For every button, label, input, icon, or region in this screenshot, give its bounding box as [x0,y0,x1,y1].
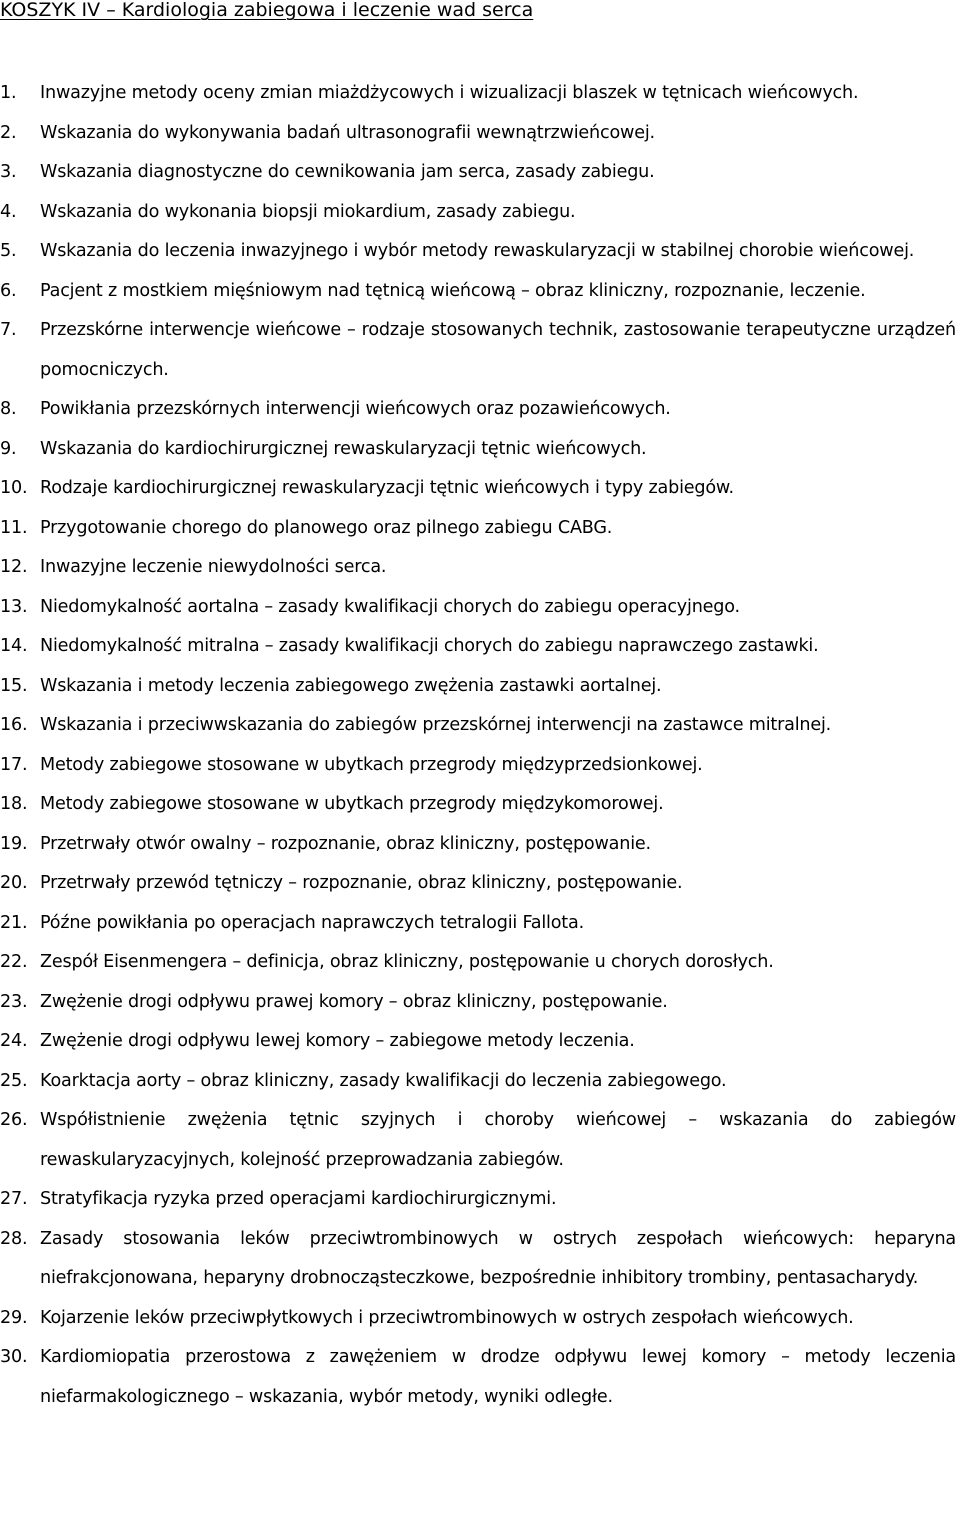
list-item-text: Kardiomiopatia przerostowa z zawężeniem w drodze odpływu lewej komory – metody leczenia niefarmakologicznego – wskazania, wybór metody, wyniki odległe. [40,1347,956,1407]
list-item-text: Zespół Eisenmengera – definicja, obraz kliniczny, postępowanie u chorych dorosłych. [40,952,774,972]
list-item-text: Zasady stosowania leków przeciwtrombinowych w ostrych zespołach wieńcowych: heparyna niefrakcjonowana, heparyny drobnocząsteczkowe, bezpośrednie inhibitory trombiny, pentasacharydy. [40,1228,956,1288]
list-item [0,1338,956,1417]
list-item-text: Stratyfikacja ryzyka przed operacjami kardiochirurgicznymi. [40,1189,557,1209]
document-heading: KOSZYK IV – Kardiologia zabiegowa i leczenie wad serca [0,0,534,21]
list-item-number: 30. [0,1347,28,1367]
list-item [0,74,956,114]
list-item-number: 14. [0,636,28,656]
list-item-text: Inwazyjne metody oceny zmian miażdżycowych i wizualizacji blaszek w tętnicach wieńcowych. [40,83,859,103]
list-item [0,588,956,628]
list-item [0,1101,956,1180]
list-item [0,706,956,746]
list-item [0,785,956,825]
list-item [0,1022,956,1062]
list-item-text: Pacjent z mostkiem mięśniowym nad tętnicą wieńcową – obraz kliniczny, rozpoznanie, leczenie. [40,280,866,301]
list-item-text: Inwazyjne leczenie niewydolności serca. [40,557,387,577]
list-item [0,193,956,233]
list-item-number: 29. [0,1307,28,1328]
list-item-text: Koarktacja aorty – obraz kliniczny, zasady kwalifikacji do leczenia zabiegowego. [40,1070,727,1091]
list-item-text: Niedomykalność mitralna – zasady kwalifikacji chorych do zabiegu naprawczego zastawki. [40,636,819,656]
list-item [0,232,956,272]
list-item-number: 7. [0,320,17,340]
list-item-text: Kojarzenie leków przeciwpłytkowych i przeciwtrombinowych w ostrych zespołach wieńcowych. [40,1307,854,1328]
list-item-number: 5. [0,241,17,261]
list-item-text: Wskazania do wykonania biopsji miokardium, zasady zabiegu. [40,201,576,222]
list-item-text: Rodzaje kardiochirurgicznej rewaskularyzacji tętnic wieńcowych i typy zabiegów. [40,478,734,498]
list-item-number: 26. [0,1110,28,1130]
list-item [0,390,956,430]
list-item-text: Zwężenie drogi odpływu lewej komory – zabiegowe metody leczenia. [40,1031,635,1051]
list-item-number: 21. [0,912,28,933]
list-item [0,1180,956,1220]
list-item-number: 11. [0,517,28,538]
list-item-text: Metody zabiegowe stosowane w ubytkach przegrody międzykomorowej. [40,794,664,814]
list-item-text: Przezskórne interwencje wieńcowe – rodzaje stosowanych technik, zastosowanie terapeutyczne urządzeń pomocniczych. [40,320,956,380]
list-item [0,548,956,588]
list-item-text: Wskazania i przeciwwskazania do zabiegów przezskórnej interwencji na zastawce mitralnej. [40,715,832,735]
list-item [0,1220,956,1299]
list-item-number: 2. [0,122,17,143]
list-item-number: 10. [0,478,28,498]
list-item-number: 18. [0,794,28,814]
list-item-text: Wskazania do leczenia inwazyjnego i wybór metody rewaskularyzacji w stabilnej chorobie wieńcowej. [40,241,915,261]
list-item [0,825,956,865]
list-item-number: 3. [0,162,17,182]
list-item-text: Wskazania do wykonywania badań ultrasonografii wewnątrzwieńcowej. [40,122,655,143]
list-item-text: Powikłania przezskórnych interwencji wieńcowych oraz pozawieńcowych. [40,399,671,419]
list-item [0,943,956,983]
list-item [0,272,956,312]
list-item [0,1062,956,1102]
list-item-text: Współistnienie zwężenia tętnic szyjnych i choroby wieńcowej – wskazania do zabiegów rewaskularyzacyjnych, kolejność przeprowadzania zabiegów. [40,1110,956,1170]
list-item-text: Zwężenie drogi odpływu prawej komory – obraz kliniczny, postępowanie. [40,991,668,1012]
list-item [0,153,956,193]
list-item-number: 9. [0,438,17,459]
list-item-number: 27. [0,1189,28,1209]
list-item-text: Wskazania do kardiochirurgicznej rewaskularyzacji tętnic wieńcowych. [40,438,647,459]
list-item [0,667,956,707]
list-item-number: 1. [0,83,17,103]
list-item-number: 4. [0,201,17,222]
list-item-number: 28. [0,1228,28,1249]
list-item-number: 20. [0,873,28,893]
list-item-text: Niedomykalność aortalna – zasady kwalifikacji chorych do zabiegu operacyjnego. [40,596,740,617]
list-item-number: 24. [0,1031,28,1051]
list-item-text: Przetrwały otwór owalny – rozpoznanie, obraz kliniczny, postępowanie. [40,833,651,854]
list-item-number: 12. [0,557,28,577]
list-item-text: Przetrwały przewód tętniczy – rozpoznanie, obraz kliniczny, postępowanie. [40,873,683,893]
list-item-text: Wskazania diagnostyczne do cewnikowania jam serca, zasady zabiegu. [40,162,655,182]
list-item [0,864,956,904]
list-item-text: Wskazania i metody leczenia zabiegowego zwężenia zastawki aortalnej. [40,675,662,696]
list-item [0,904,956,944]
list-item-number: 6. [0,280,17,301]
topic-list [0,74,956,1417]
list-item-text: Przygotowanie chorego do planowego oraz pilnego zabiegu CABG. [40,517,613,538]
list-item-number: 8. [0,399,17,419]
list-item [0,1299,956,1339]
list-item-number: 16. [0,715,28,735]
list-item [0,430,956,470]
list-item [0,469,956,509]
list-item-text: Późne powikłania po operacjach naprawczych tetralogii Fallota. [40,912,584,933]
list-item-number: 22. [0,952,28,972]
list-item-number: 13. [0,596,28,617]
list-item-number: 15. [0,675,28,696]
list-item [0,114,956,154]
list-item-number: 17. [0,754,28,775]
list-item [0,746,956,786]
list-item-text: Metody zabiegowe stosowane w ubytkach przegrody międzyprzedsionkowej. [40,754,703,775]
list-item [0,311,956,390]
list-item-number: 23. [0,991,28,1012]
list-item-number: 19. [0,833,28,854]
list-item-number: 25. [0,1070,28,1091]
list-item [0,983,956,1023]
list-item [0,627,956,667]
list-item [0,509,956,549]
